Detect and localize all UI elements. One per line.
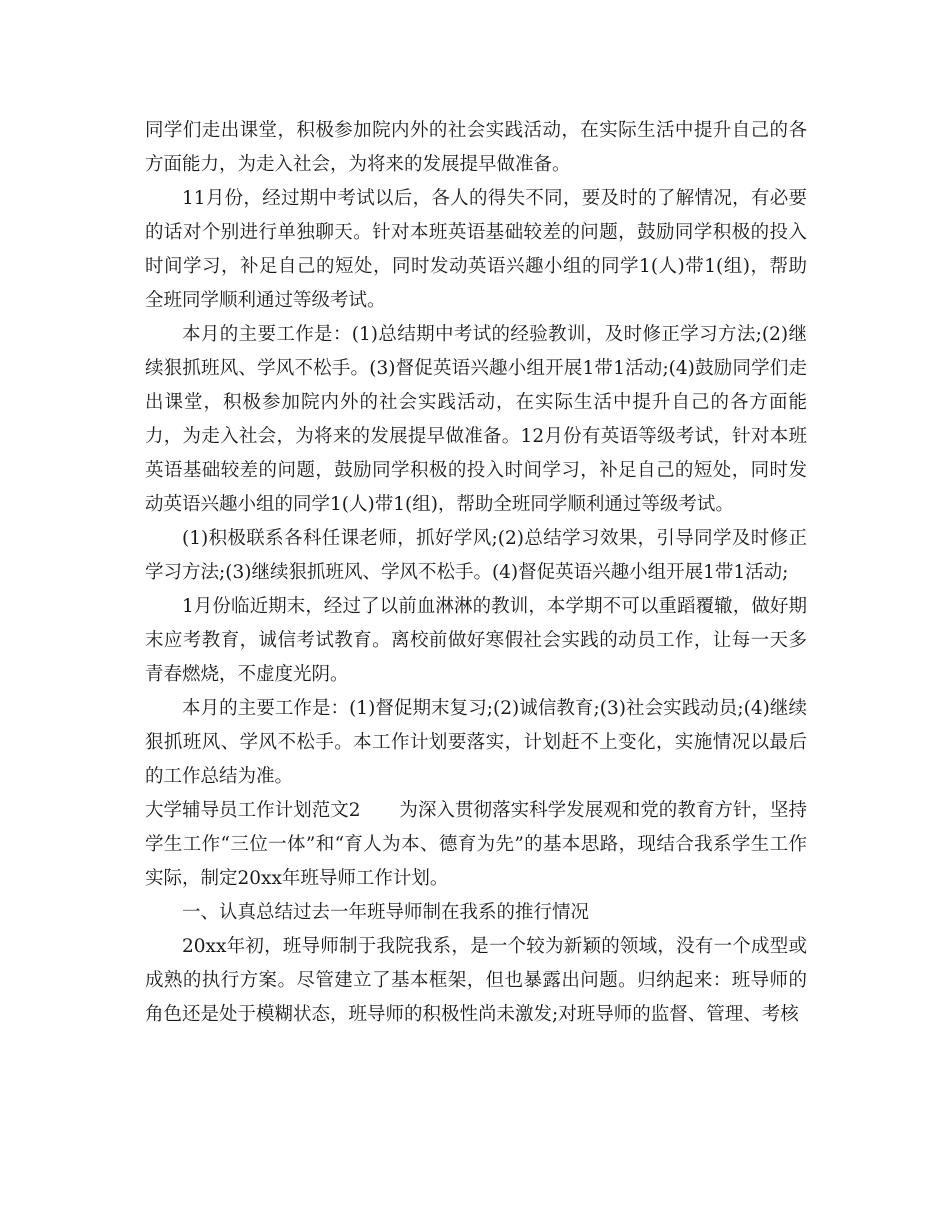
section-paragraph (145, 794, 807, 896)
paragraph-5: 1月份临近期末，经过了以前血淋淋的教训，本学期不可以重蹈覆辙，做好期末应考教育，诚信考试教育。离校前做好寒假社会实践的动员工作，让每一天多青春燃烧，不虚度光阴。 (145, 596, 807, 685)
document-body (145, 114, 807, 1032)
paragraph-4: (1)积极联系各科任课老师，抓好学风;(2)总结学习效果，引导同学及时修正学习方法;(3)继续狠抓班风、学风不松手。(4)督促英语兴趣小组开展1带1活动; (145, 528, 807, 583)
paragraph-2: 11月份，经过期中考试以后，各人的得失不同，要及时的了解情况，有必要的话对个别进行单独聊天。针对本班英语基础较差的问题，鼓励同学积极的投入时间学习，补足自己的短处，同时发动英语兴趣小组的同学1(人)带1(组)，帮助全班同学顺利通过等级考试。 (145, 188, 807, 311)
paragraph-1: 同学们走出课堂，积极参加院内外的社会实践活动，在实际生活中提升自己的各方面能力，为走入社会，为将来的发展提早做准备。 (145, 120, 807, 175)
paragraph-3: 本月的主要工作是：(1)总结期中考试的经验教训，及时修正学习方法;(2)继续狠抓班风、学风不松手。(3)督促英语兴趣小组开展1带1活动;(4)鼓励同学们走出课堂，积极参加院内外的社会实践活动，在实际生活中提升自己的各方面能力，为走入社会，为将来的发展提早做准备。12月份有英语等级考试，针对本班英语基础较差的问题，鼓励同学积极的投入时间学习，补足自己的短处，同时发动英语兴趣小组的同学1(人)带1(组)，帮助全班同学顺利通过等级考试。 (145, 324, 807, 515)
last-paragraph: 20xx年初，班导师制于我院我系，是一个较为新颖的领域，没有一个成型或成熟的执行方案。尽管建立了基本框架，但也暴露出问题。归纳起来：班导师的角色还是处于模糊状态，班导师的积极性尚未激发;对班导师的监督、管理、考核 (145, 936, 807, 1025)
section-intro: 为深入贯彻落实科学发展观和党的教育方针，坚持学生工作“三位一体”和“育人为本、德育为先”的基本思路，现结合我系学生工作实际，制定20xx年班导师工作计划。 (145, 800, 807, 889)
heading-1: 一、认真总结过去一年班导师制在我系的推行情况 (182, 902, 590, 923)
paragraph-6: 本月的主要工作是：(1)督促期末复习;(2)诚信教育;(3)社会实践动员;(4)继续狠抓班风、学风不松手。本工作计划要落实，计划赶不上变化，实施情况以最后的工作总结为准。 (145, 698, 807, 787)
section-title: 大学辅导员工作计划范文2 (145, 800, 361, 821)
